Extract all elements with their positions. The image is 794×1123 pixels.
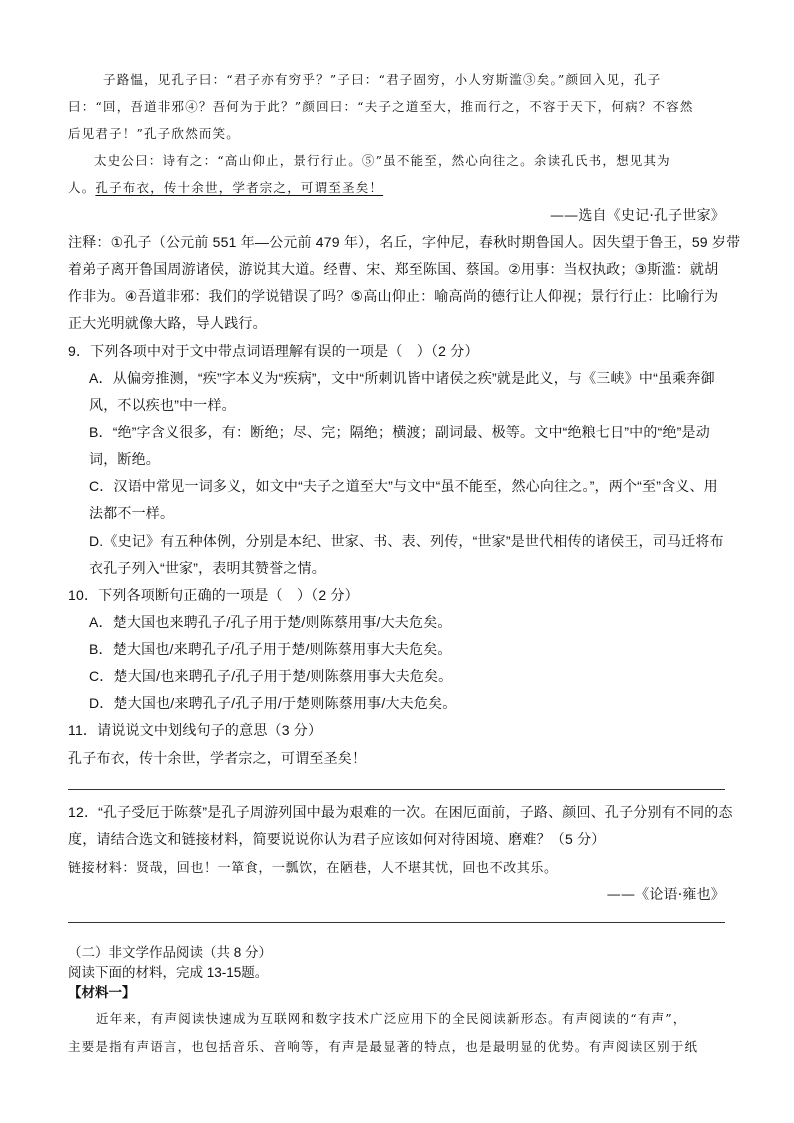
q9-option-line: 法都不一样。	[89, 505, 175, 521]
q9-option-line: C．汉语中常见一词多义，如文中“夫子之道至大”与文中“虽不能至，然心向往之。”，两个“至”含义、用	[89, 478, 718, 494]
underlined-sentence: 孔子布衣，传十余世，学者宗之，可谓至圣矣！	[95, 180, 384, 195]
question-12-source: ——《论语·雍也》	[606, 887, 725, 903]
question-12-line: 12．“孔子受厄于陈蔡”是孔子周游列国中最为艰难的一次。在困厄面前，子路、颜回、孔子分别有不同的态	[68, 804, 733, 820]
note-line: 正大光明就像大路，导人践行。	[68, 315, 267, 331]
q10-option: C．楚大国/也来聘孔子/孔子用于楚/则陈蔡用事大夫危矣。	[89, 668, 453, 684]
question-11-quote: 孔子布衣，传十余世，学者宗之，可谓至圣矣！	[68, 750, 367, 766]
question-12-link-material: 链接材料：贤哉，回也！一箪食，一瓢饮，在陋巷，人不堪其忧，回也不改其乐。	[68, 861, 558, 876]
material-line: 近年来，有声阅读快速成为互联网和数字技术广泛应用下的全民阅读新形态。有声阅读的“有声”，	[96, 1011, 687, 1026]
note-line: 注释：①孔子（公元前 551 年—公元前 479 年），名丘，字仲尼，春秋时期鲁国人。因失望于鲁王，59 岁带	[68, 234, 741, 250]
section-instruction: 阅读下面的材料，完成 13-15题。	[68, 965, 269, 980]
passage-line: 子路愠，见孔子曰：“君子亦有穷乎？”子曰：“君子固穷，小人穷斯滥③矣。”颜回入见，孔子	[103, 72, 662, 87]
passage-source: ——选自《史记·孔子世家》	[549, 208, 725, 224]
q10-option: B．楚大国也/来聘孔子/孔子用于楚/则陈蔡用事大夫危矣。	[89, 641, 452, 657]
q9-option-line: A．从偏旁推测，“疾”字本义为“疾病”，文中“所刺讥皆中诸侯之疾”就是此义，与《三峡》中“虽乘奔御	[89, 370, 715, 386]
question-11-stem: 11．请说说文中划线句子的意思（3 分）	[68, 722, 323, 738]
q9-option-line: 词，断绝。	[89, 451, 160, 467]
q10-option: A．楚大国也来聘孔子/孔子用于楚/则陈蔡用事/大夫危矣。	[89, 614, 452, 630]
question-9-stem: 9．下列各项中对于文中带点词语理解有误的一项是（ ）（2 分）	[68, 343, 479, 359]
note-line: 作非为。④吾道非邪：我们的学说错误了吗？⑤高山仰止：喻高尚的德行让人仰视；景行行止：比喻行为	[68, 288, 719, 304]
section-heading: （二）非文学作品阅读（共 8 分）	[68, 945, 273, 960]
material-line: 主要是指有声语言，也包括音乐、音响等，有声是最显著的特点，也是最明显的优势。有声阅读区别于纸	[68, 1039, 699, 1054]
q9-option-line: B．“绝”字含义很多，有：断绝；尽、完；隔绝；横渡；副词最、极等。文中“绝粮七日”中的“绝”是动	[89, 424, 710, 440]
passage-line: 太史公曰：诗有之：“高山仰止，景行行止。⑤”虽不能至，然心向往之。余读孔氏书，想见其为	[94, 153, 671, 168]
question-10-stem: 10．下列各项断句正确的一项是（ ）（2 分）	[68, 587, 359, 603]
material-label: 【材料一】	[68, 985, 136, 1000]
q9-option-line: D.《史记》有五种体例，分别是本纪、世家、书、表、列传，“世家”是世代相传的诸侯王，司马迁将布	[89, 533, 724, 549]
passage-line: 后见君子！”孔子欣然而笑。	[68, 126, 240, 141]
q9-option-line: 风，不以疾也”中一样。	[89, 397, 236, 413]
passage-line: 曰：“回，吾道非邪④？吾何为于此？”颜回曰：“夫子之道至大，推而行之，不容于天下，何病？不容然	[68, 99, 694, 114]
answer-line	[68, 789, 725, 790]
note-line: 着弟子离开鲁国周游诸侯，游说其大道。经曹、宋、郑至陈国、蔡国。②用事：当权执政；③斯滥：就胡	[68, 261, 719, 277]
q9-option-line: 衣孔子列入“世家”，表明其赞誉之情。	[89, 560, 326, 576]
passage-line: 人。孔子布衣，传十余世，学者宗之，可谓至圣矣！	[68, 180, 384, 195]
q10-option: D．楚大国也/来聘孔子/孔子用/于楚则陈蔡用事/大夫危矣。	[89, 695, 457, 711]
question-12-line: 度，请结合选文和链接材料，简要说说你认为君子应该如何对待困境、磨难？（5 分）	[68, 831, 606, 847]
answer-line	[68, 922, 725, 923]
